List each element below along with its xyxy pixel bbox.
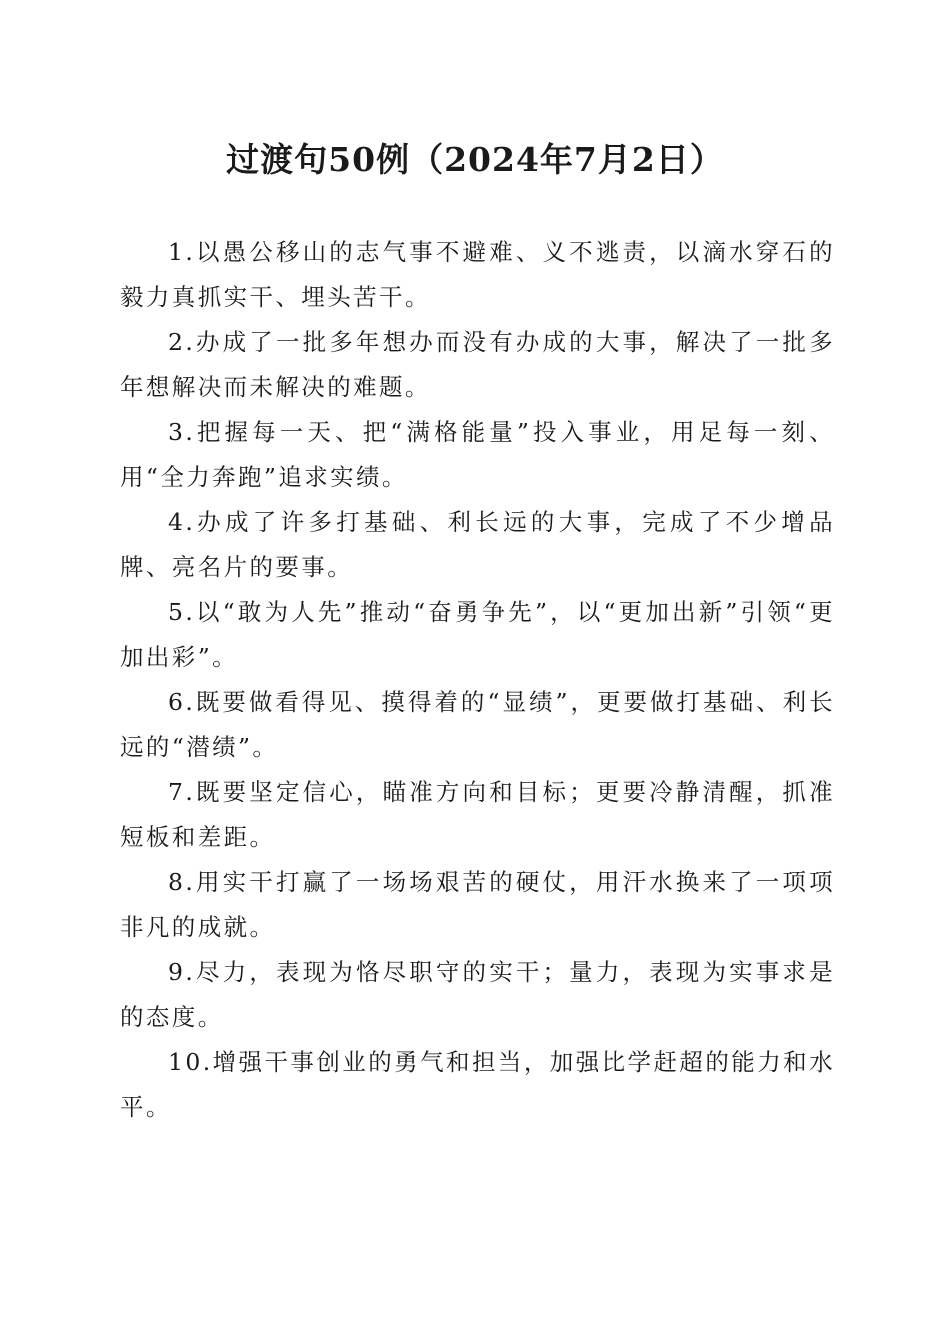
- paragraph-item-8: 8.用实干打赢了一场场艰苦的硬仗，用汗水换来了一项项非凡的成就。: [120, 868, 835, 941]
- document-body: [120, 230, 835, 1130]
- paragraph-item-3: 3.把握每一天、把“满格能量”投入事业，用足每一刻、用“全力奔跑”追求实绩。: [120, 418, 835, 491]
- paragraph-item-9: 9.尽力，表现为恪尽职守的实干；量力，表现为实事求是的态度。: [120, 958, 835, 1031]
- paragraph-item-1: 1.以愚公移山的志气事不避难、义不逃责，以滴水穿石的毅力真抓实干、埋头苦干。: [120, 238, 835, 311]
- paragraph-item-2: 2.办成了一批多年想办而没有办成的大事，解决了一批多年想解决而未解决的难题。: [120, 328, 835, 401]
- document-title: 过渡句50例（2024年7月2日）: [226, 140, 724, 179]
- paragraph-item-6: 6.既要做看得见、摸得着的“显绩”，更要做打基础、利长远的“潜绩”。: [120, 688, 835, 761]
- paragraph-item-10: 10.增强干事创业的勇气和担当，加强比学赶超的能力和水平。: [120, 1048, 835, 1121]
- paragraph-item-5: 5.以“敢为人先”推动“奋勇争先”，以“更加出新”引领“更加出彩”。: [120, 598, 835, 671]
- paragraph-item-4: 4.办成了许多打基础、利长远的大事，完成了不少增品牌、亮名片的要事。: [120, 508, 835, 581]
- paragraph-item-7: 7.既要坚定信心，瞄准方向和目标；更要冷静清醒，抓准短板和差距。: [120, 778, 835, 851]
